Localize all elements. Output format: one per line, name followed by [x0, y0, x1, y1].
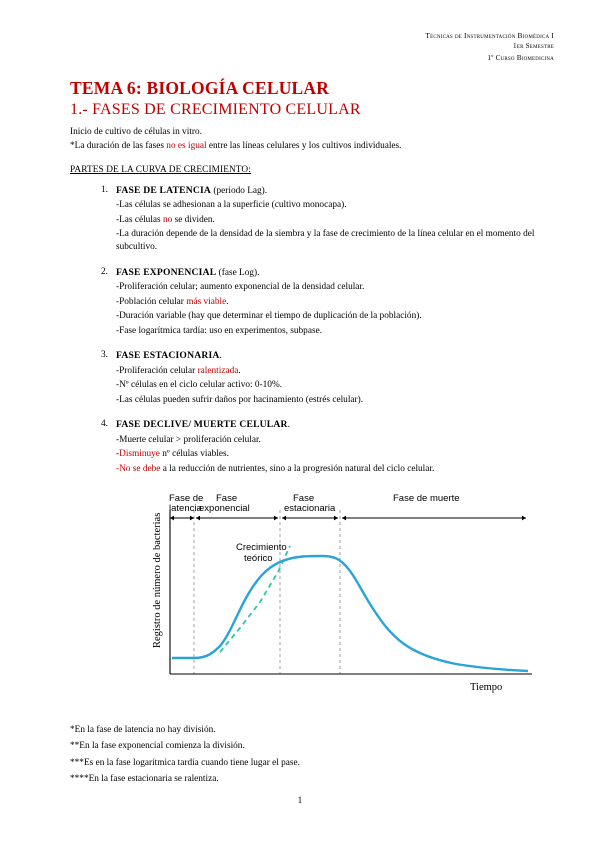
phase-label-exponencial-line1: Fase — [216, 493, 238, 505]
phase-label-muerte: Fase de muerte — [393, 493, 460, 505]
phase-detail-text: -Nº células en el ciclo celular activo: 0-10%. — [116, 380, 283, 391]
phase-detail-line — [116, 281, 552, 294]
phase-detail-text: no — [162, 214, 173, 225]
intro-line-2-a: *La duración de las fases — [70, 141, 167, 152]
phase-detail-text: ralentizada — [197, 365, 239, 376]
intro-line-2-b: entre las líneas celulares y los cultivos individuales. — [206, 141, 402, 152]
phase-detail-text: -Las células — [116, 214, 163, 225]
phase-detail-line — [116, 310, 552, 323]
intro-line-2-highlight: no es igual — [166, 141, 207, 152]
phase-title: FASE EXPONENCIAL — [116, 266, 217, 278]
phase-number: 1. — [101, 184, 108, 195]
phase-detail-text: a la reducción de nutrientes, sino a la progresión natural del ciclo celular. — [160, 463, 435, 474]
phase-detail-line — [116, 199, 552, 212]
header-line-2: 1er Semestre — [513, 42, 554, 51]
phase-title: FASE ESTACIONARIA — [116, 350, 220, 362]
annotation-line-1: Crecimiento — [236, 542, 287, 554]
phase-detail-text: nº células viables. — [159, 449, 229, 460]
phase-detail-text: se dividen. — [172, 214, 215, 225]
intro-line-2 — [70, 140, 552, 153]
phase-number: 3. — [101, 350, 108, 361]
phase-subtitle: (fase Log). — [216, 267, 260, 278]
phase-heading — [116, 268, 259, 278]
phase-number: 4. — [101, 419, 108, 430]
page-number: 1 — [297, 796, 303, 806]
x-axis-label: Tiempo — [470, 682, 503, 694]
phase-arrow-bars — [170, 516, 526, 521]
phase-item — [70, 418, 552, 476]
phase-detail-text: -Proliferación celular — [116, 365, 198, 376]
annotation-line-2: teórico — [244, 553, 273, 565]
document-header — [425, 30, 554, 64]
growth-curve-chart — [108, 488, 548, 706]
phase-detail-line — [116, 434, 552, 447]
phase-label-estacionaria-line2: estacionaria — [284, 503, 336, 515]
phase-item — [70, 184, 552, 255]
phase-detail-line — [116, 228, 552, 255]
phase-label-latencia-line2: latencia — [169, 503, 202, 515]
phase-subtitle: (periodo Lag). — [211, 185, 268, 196]
phase-detail-line — [116, 448, 552, 461]
footnote-line: **En la fase exponencial comienza la división. — [70, 741, 245, 752]
phase-detail-text: -No se debe — [116, 463, 161, 474]
chart-annotation — [236, 542, 287, 564]
footnotes — [70, 722, 552, 787]
phase-labels — [169, 493, 460, 514]
phase-detail-text: -Duración variable (hay que determinar el tiempo de duplicación de la población). — [116, 311, 422, 322]
phase-detail-text: -Las células se adhesionan a la superficie (cultivo monocapa). — [116, 200, 347, 211]
phase-detail-line — [116, 365, 552, 378]
footnote-line: ***Es en la fase logarítmica tardía cuando tiene lugar el pase. — [70, 757, 301, 768]
phase-title: FASE DECLIVE/ MUERTE CELULAR — [116, 419, 288, 431]
phase-label-exponencial-line2: exponencial — [199, 503, 250, 515]
phase-detail-text: . — [238, 365, 241, 376]
footnote-line: ****En la fase estacionaria se ralentiza. — [70, 773, 219, 784]
intro-line-1: Inicio de cultivo de células in vitro. — [70, 127, 202, 137]
phase-detail-line — [116, 296, 552, 309]
phase-detail-text: más viable — [186, 296, 227, 307]
phase-list — [70, 184, 552, 476]
phase-detail-text: -La duración depende de la densidad de la siembra y la fase de crecimiento de la línea celular en el momento del subcultivo. — [116, 229, 535, 253]
partes-heading: PARTES DE LA CURVA DE CRECIMIENTO: — [70, 164, 251, 175]
phase-detail-text: -Fase logarítmica tardía: uso en experimentos, subpase. — [116, 325, 323, 336]
phase-heading — [116, 186, 267, 196]
phase-detail-line — [116, 325, 552, 338]
section-title: 1.- FASES DE CRECIMIENTO CELULAR — [70, 101, 361, 118]
phase-detail-line — [116, 463, 552, 476]
phase-detail-text: -Las células pueden sufrir daños por hacinamiento (estrés celular). — [116, 394, 364, 405]
phase-heading — [116, 351, 222, 361]
phase-subtitle: . — [287, 420, 290, 431]
page-title: TEMA 6: BIOLOGÍA CELULAR — [70, 78, 330, 98]
document-content — [70, 78, 552, 787]
phase-detail-text: . — [226, 296, 229, 307]
phase-detail-text: Disminuye — [119, 449, 160, 460]
header-line-1: Técnicas de Instrumentación Biomédica I — [425, 31, 554, 40]
phase-detail-text: -Proliferación celular; aumento exponencial de la densidad celular. — [116, 282, 365, 293]
phase-detail-line — [116, 214, 552, 227]
phase-label-estacionaria-line1: Fase — [293, 493, 315, 505]
phase-item — [70, 266, 552, 338]
phase-detail-text: -Muerte celular > proliferación celular. — [116, 434, 261, 445]
phase-title: FASE DE LATENCIA — [116, 184, 212, 196]
phase-subtitle: . — [219, 351, 222, 362]
phase-item — [70, 349, 552, 407]
chart-axes — [170, 510, 532, 674]
phase-detail-line — [116, 394, 552, 407]
y-axis-label: Registro de número de bacterias — [152, 512, 163, 649]
phase-label-latencia-line1: Fase de — [169, 493, 204, 505]
phase-detail-text: -Población celular — [116, 296, 187, 307]
phase-detail-line — [116, 379, 552, 392]
phase-number: 2. — [101, 266, 108, 277]
phase-detail-text: - — [116, 449, 120, 460]
phase-heading — [116, 420, 290, 430]
footnote-line: *En la fase de latencia no hay división. — [70, 725, 216, 736]
growth-curve-line — [172, 556, 528, 671]
header-line-3: 1º Curso Biomedicina — [487, 53, 554, 62]
